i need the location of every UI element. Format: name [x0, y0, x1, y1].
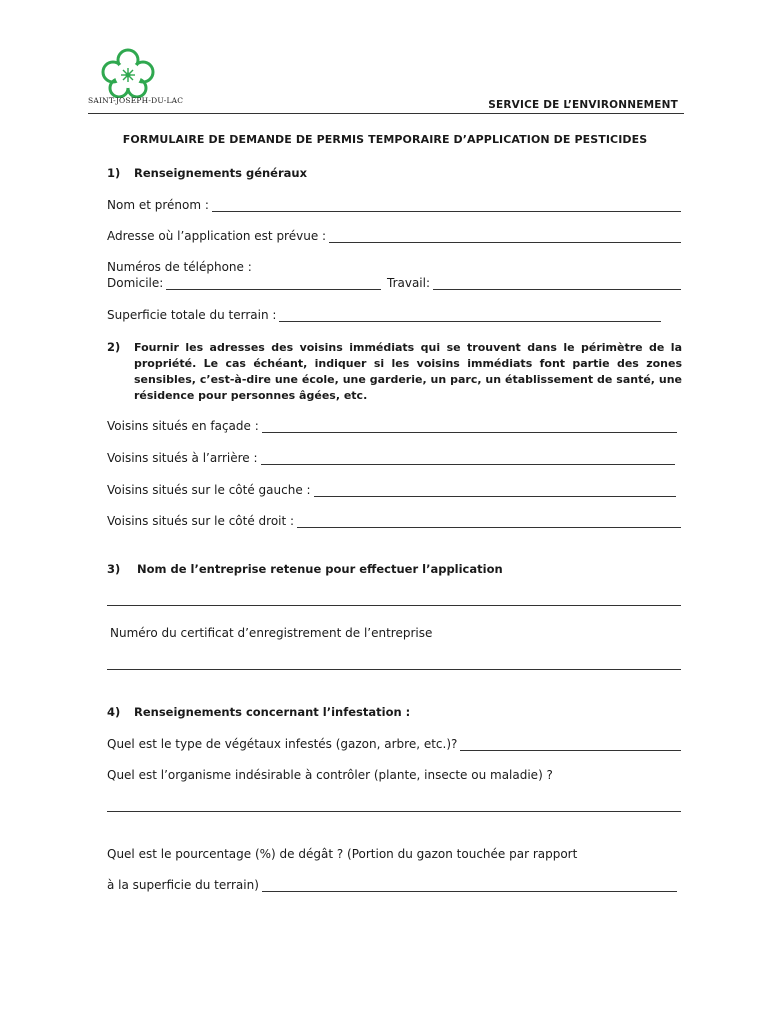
area-input-line[interactable]	[279, 311, 661, 322]
work-phone-label: Travail:	[387, 276, 431, 290]
plants-input-line[interactable]	[460, 740, 681, 751]
plants-field[interactable]	[107, 737, 681, 751]
home-phone-label: Domicile:	[107, 276, 164, 290]
section-title: Renseignements généraux	[134, 166, 308, 180]
phone-fields	[107, 276, 681, 292]
area-field[interactable]	[107, 308, 661, 322]
organization-name: SAINT-JOSEPH-DU-LAC	[88, 96, 184, 105]
neighbors-front-label: Voisins situés en façade :	[107, 419, 259, 433]
neighbors-right-input-line[interactable]	[297, 517, 681, 528]
name-input-line[interactable]	[212, 201, 681, 212]
neighbors-left-field[interactable]	[107, 483, 676, 497]
certificate-input-line[interactable]	[107, 669, 681, 670]
flower-logo-icon	[88, 48, 168, 98]
area-label: Superficie totale du terrain :	[107, 308, 277, 322]
damage-label: Quel est le pourcentage (%) de dégât ? (Portion du gazon touchée par rapport	[107, 847, 578, 861]
neighbors-front-input-line[interactable]	[262, 422, 677, 433]
name-field[interactable]	[107, 198, 681, 212]
section-title: Renseignements concernant l’infestation :	[134, 705, 411, 719]
address-label: Adresse où l’application est prévue :	[107, 229, 327, 243]
neighbors-back-label: Voisins situés à l’arrière :	[107, 451, 258, 465]
neighbors-left-input-line[interactable]	[314, 486, 676, 497]
service-name: SERVICE DE L’ENVIRONNEMENT	[488, 99, 678, 111]
certificate-label: Numéro du certificat d’enregistrement de l’entreprise	[110, 626, 433, 640]
section-number: 3)	[107, 562, 121, 576]
damage-input-line[interactable]	[262, 881, 677, 892]
neighbors-right-field[interactable]	[107, 514, 681, 528]
section-number: 4)	[107, 705, 121, 719]
header-divider	[88, 113, 684, 114]
name-label: Nom et prénom :	[107, 198, 209, 212]
work-phone-field[interactable]	[387, 276, 681, 290]
section-number: 1)	[107, 166, 121, 180]
phone-label: Numéros de téléphone :	[107, 260, 252, 274]
section-title: Nom de l’entreprise retenue pour effectuer l’application	[137, 562, 503, 576]
organism-label: Quel est l’organisme indésirable à contrôler (plante, insecte ou maladie) ?	[107, 768, 553, 782]
damage-label-continued: à la superficie du terrain)	[107, 878, 259, 892]
neighbors-right-label: Voisins situés sur le côté droit :	[107, 514, 295, 528]
plants-label: Quel est le type de végétaux infestés (gazon, arbre, etc.)?	[107, 737, 458, 751]
address-field[interactable]	[107, 229, 681, 243]
form-title: FORMULAIRE DE DEMANDE DE PERMIS TEMPORAIRE D’APPLICATION DE PESTICIDES	[122, 133, 648, 146]
neighbors-back-input-line[interactable]	[261, 454, 675, 465]
home-phone-field[interactable]	[107, 276, 381, 290]
neighbors-front-field[interactable]	[107, 419, 677, 433]
neighbors-left-label: Voisins situés sur le côté gauche :	[107, 483, 311, 497]
organism-input-line[interactable]	[107, 811, 681, 812]
section-2-instructions: Fournir les adresses des voisins immédiats qui se trouvent dans le périmètre de la propriété. Le cas échéant, indiquer si les voisins immédiats font partie des zones sensibles, c’est-à-dire une école, une garderie, un parc, un établissement de santé, une résidence pour personnes âgées, etc.	[134, 341, 682, 402]
address-input-line[interactable]	[329, 232, 681, 243]
home-phone-input-line[interactable]	[166, 279, 381, 290]
neighbors-back-field[interactable]	[107, 451, 675, 465]
section-2-number: 2)	[107, 340, 121, 354]
company-name-input-line[interactable]	[107, 605, 681, 606]
damage-field[interactable]	[107, 878, 677, 892]
work-phone-input-line[interactable]	[433, 279, 681, 290]
